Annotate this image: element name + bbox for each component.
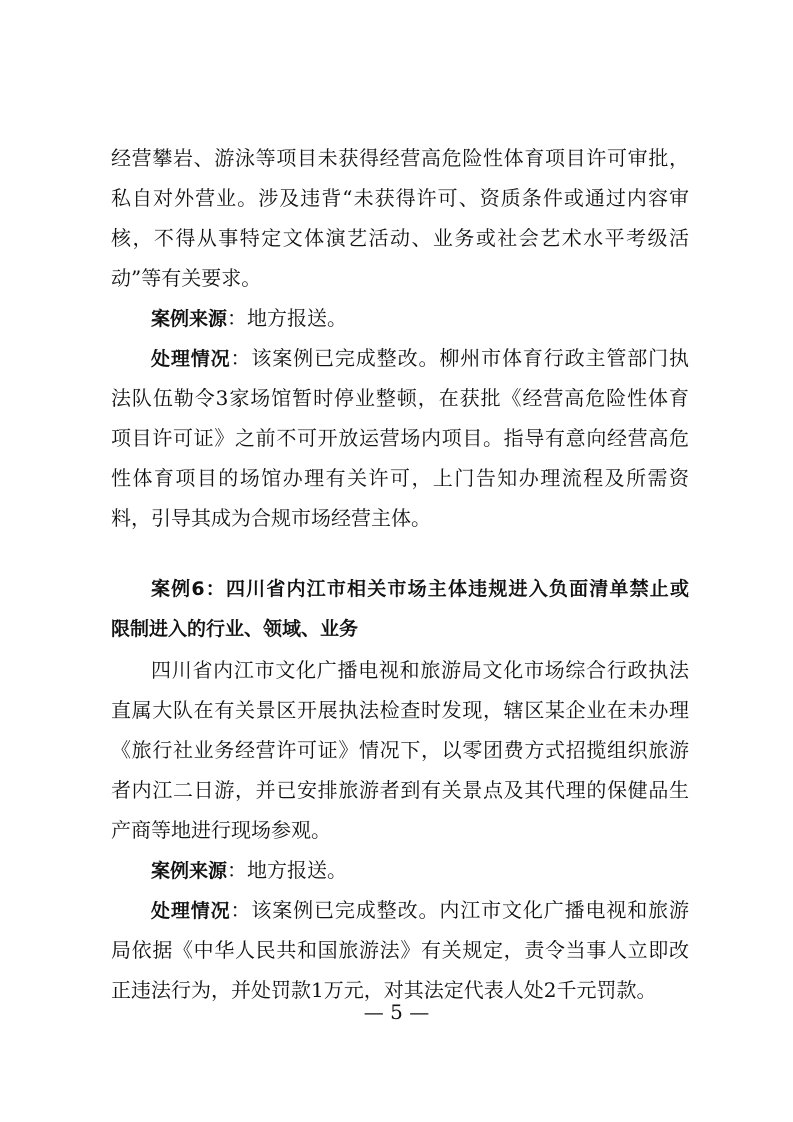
handling-line <box>151 894 689 926</box>
handling-label: 处理情况 <box>151 348 231 370</box>
case-title <box>151 572 689 604</box>
case-source-text: ：地方报送。 <box>227 858 348 882</box>
case-title-line: 案例6：四川省内江市相关市场主体违规进入负面清单禁止或 <box>151 578 689 600</box>
paragraph-line: 私自对外营业。涉及违背“未获得许可、资质条件或通过内容审 <box>111 186 689 210</box>
case-source-label: 案例来源 <box>151 308 228 330</box>
paragraph-line: 性体育项目的场馆办理有关许可，上门告知办理流程及所需资 <box>111 466 689 490</box>
paragraph-line: 法队伍勒令3家场馆暂时停业整顿，在获批《经营高危险性体育 <box>111 386 689 410</box>
paragraph-line: 者内江二日游，并已安排旅游者到有关景点及其代理的保健品生 <box>111 778 689 802</box>
handling-text: ：该案例已完成整改。柳州市体育行政主管部门执 <box>230 346 689 370</box>
paragraph-line: 核，不得从事特定文体演艺活动、业务或社会艺术水平考级活 <box>111 226 689 250</box>
page-number: — 5 — <box>363 1000 430 1024</box>
case-source-line <box>151 854 689 886</box>
paragraph-line: 项目许可证》之前不可开放运营场内项目。指导有意向经营高危 <box>111 426 689 450</box>
case-source-label: 案例来源 <box>151 860 228 882</box>
paragraph-line: 《旅行社业务经营许可证》情况下，以零团费方式招揽组织旅游 <box>111 738 689 762</box>
paragraph-line: 动”等有关要求。 <box>111 266 262 290</box>
case-source-text: ：地方报送。 <box>227 306 348 330</box>
paragraph-line: 产商等地进行现场参观。 <box>111 818 331 842</box>
handling-line <box>151 342 689 374</box>
case-title <box>111 612 689 644</box>
handling-label: 处理情况 <box>151 900 231 922</box>
paragraph-line: 局依据《中华人民共和国旅游法》有关规定，责令当事人立即改 <box>111 938 689 962</box>
handling-text: ：该案例已完成整改。内江市文化广播电视和旅游 <box>230 898 689 922</box>
case-title-line: 限制进入的行业、领域、业务 <box>111 618 359 640</box>
paragraph-line: 经营攀岩、游泳等项目未获得经营高危险性体育项目许可审批， <box>111 146 689 170</box>
paragraph-line: 料，引导其成为合规市场经营主体。 <box>111 506 431 530</box>
case-source-line <box>151 302 689 334</box>
paragraph-line: 正违法行为，并处罚款1万元，对其法定代表人处2千元罚款。 <box>111 978 657 1002</box>
paragraph-line: 四川省内江市文化广播电视和旅游局文化市场综合行政执法 <box>151 658 689 682</box>
paragraph-line: 直属大队在有关景区开展执法检查时发现，辖区某企业在未办理 <box>111 698 689 722</box>
